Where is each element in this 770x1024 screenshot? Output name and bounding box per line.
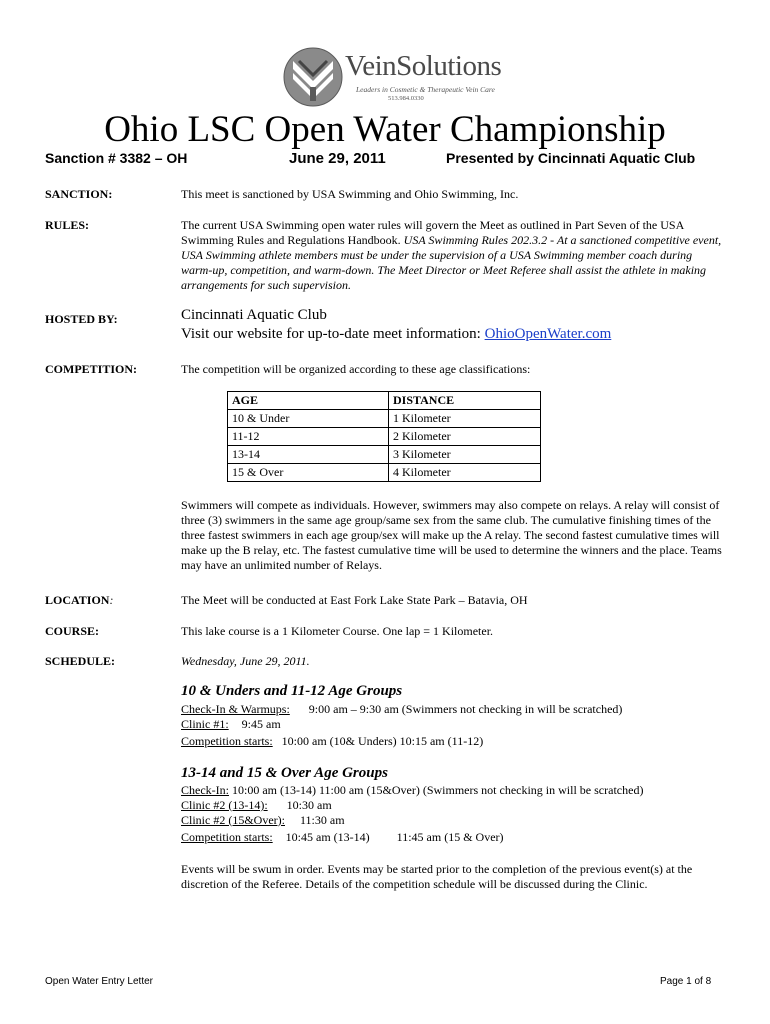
events-text: Events will be swum in order. Events may be started prior to the completion of the previous event(s) at the discretion of the Referee. Details of the competition schedule will be discussed during the Clinic. bbox=[181, 862, 693, 891]
sanction-label: SANCTION: bbox=[45, 187, 113, 201]
group2-start bbox=[181, 830, 504, 845]
table-cell-distance: 4 Kilometer bbox=[389, 464, 541, 482]
hosted-by-label: HOSTED BY: bbox=[45, 312, 118, 326]
competition-label: COMPETITION: bbox=[45, 362, 138, 376]
group1-start-value: 10:00 am (10& Unders) 10:15 am (11-12) bbox=[281, 734, 484, 748]
website-link[interactable]: OhioOpenWater.com bbox=[484, 326, 612, 342]
table-header-age: AGE bbox=[228, 392, 389, 410]
rules-label: RULES: bbox=[45, 218, 90, 232]
group2-start-label: Competition starts: bbox=[181, 830, 273, 844]
group2-clinic1-label: Clinic #2 (13-14): bbox=[181, 798, 268, 812]
group1-checkin bbox=[181, 702, 622, 717]
rules-text bbox=[181, 218, 726, 293]
table-row bbox=[228, 464, 541, 482]
group2-checkin bbox=[181, 783, 643, 798]
course-label: COURSE: bbox=[45, 624, 100, 638]
location-label bbox=[45, 593, 113, 608]
presented-by: Presented by Cincinnati Aquatic Club bbox=[446, 150, 696, 166]
group1-clinic bbox=[181, 717, 281, 732]
table-header-distance: DISTANCE bbox=[389, 392, 541, 410]
table-cell-distance: 3 Kilometer bbox=[389, 446, 541, 464]
rules-main-text: The current USA Swimming open water rules will govern the Meet as outlined in Part Seven of the USA Swimming Rules and Regulations Handbook. bbox=[181, 218, 684, 247]
table-cell-age: 15 & Over bbox=[228, 464, 389, 482]
logo-tagline: Leaders in Cosmetic & Therapeutic Vein Care bbox=[356, 85, 495, 94]
location-label-colon: : bbox=[109, 593, 114, 607]
group2-checkin-value: 10:00 am (13-14) 11:00 am (15&Over) (Swimmers not checking in will be scratched) bbox=[231, 783, 644, 797]
group1-checkin-value: 9:00 am – 9:30 am (Swimmers not checking in will be scratched) bbox=[308, 702, 623, 716]
table-row bbox=[228, 428, 541, 446]
footer-page-number: Page 1 of 8 bbox=[660, 976, 712, 987]
table-cell-age: 11-12 bbox=[228, 428, 389, 446]
table-cell-age: 10 & Under bbox=[228, 410, 389, 428]
course-text: This lake course is a 1 Kilometer Course. One lap = 1 Kilometer. bbox=[181, 624, 494, 638]
visit-text: Visit our website for up-to-date meet information: bbox=[181, 326, 481, 342]
group2-title: 13-14 and 15 & Over Age Groups bbox=[181, 765, 388, 781]
group2-checkin-label: Check-In: bbox=[181, 783, 229, 797]
hosted-by-club: Cincinnati Aquatic Club bbox=[181, 307, 327, 323]
group2-start-value2: 11:45 am (15 & Over) bbox=[396, 830, 504, 844]
group2-clinic2-label: Clinic #2 (15&Over): bbox=[181, 813, 285, 827]
schedule-date: Wednesday, June 29, 2011. bbox=[181, 654, 310, 668]
group2-clinic1 bbox=[181, 798, 332, 813]
sanction-number: Sanction # 3382 – OH bbox=[45, 150, 188, 166]
location-text: The Meet will be conducted at East Fork Lake State Park – Batavia, OH bbox=[181, 593, 528, 607]
group1-clinic-label: Clinic #1: bbox=[181, 717, 229, 731]
group1-start bbox=[181, 734, 483, 749]
group1-checkin-label: Check-In & Warmups: bbox=[181, 702, 290, 716]
group2-clinic2 bbox=[181, 813, 345, 828]
group1-clinic-value: 9:45 am bbox=[241, 717, 281, 731]
logo-phone: 513.984.0330 bbox=[388, 95, 424, 102]
group2-clinic1-value: 10:30 am bbox=[286, 798, 332, 812]
table-row bbox=[228, 446, 541, 464]
schedule-label: SCHEDULE: bbox=[45, 654, 116, 668]
group1-start-label: Competition starts: bbox=[181, 734, 273, 748]
meet-date: June 29, 2011 bbox=[289, 150, 386, 167]
table-cell-distance: 2 Kilometer bbox=[389, 428, 541, 446]
table-cell-age: 13-14 bbox=[228, 446, 389, 464]
competition-intro: The competition will be organized according to these age classifications: bbox=[181, 362, 531, 376]
table-header-row bbox=[228, 392, 541, 410]
table-row bbox=[228, 410, 541, 428]
footer-document-name: Open Water Entry Letter bbox=[45, 976, 154, 987]
relay-text: Swimmers will compete as individuals. However, swimmers may also compete on relays. A relay will consist of three (3) swimmers in the same age group/same sex from the same club. The cumulative finishing times of the three fastest swimmers in each age group/sex will make up the A relay. The second fastest cumulative times will make up the B relay, etc. The fastest cumulative time will be used to determine the winners and the place. Teams may have an unlimited number of Relays. bbox=[181, 498, 722, 572]
hosted-by-visit bbox=[181, 325, 726, 343]
rules-italic-text: USA Swimming Rules 202.3.2 - At a sanctioned competitive event, USA Swimming athlete members must be under the supervision of a USA Swimming member coach during warm-up, competition, and warm-down. The Meet Director or Meet Referee shall assist the athlete in making arrangements for such supervision. bbox=[181, 233, 722, 292]
group2-clinic2-value: 11:30 am bbox=[299, 813, 345, 827]
group2-start-value1: 10:45 am (13-14) bbox=[285, 830, 370, 844]
sanction-text: This meet is sanctioned by USA Swimming and Ohio Swimming, Inc. bbox=[181, 187, 519, 201]
logo-brand-name: VeinSolutions bbox=[345, 50, 502, 82]
location-label-text: LOCATION bbox=[45, 593, 110, 607]
page-title: Ohio LSC Open Water Championship bbox=[104, 109, 666, 150]
table-cell-distance: 1 Kilometer bbox=[389, 410, 541, 428]
age-distance-table bbox=[227, 391, 541, 482]
group1-title: 10 & Unders and 11-12 Age Groups bbox=[181, 683, 403, 699]
